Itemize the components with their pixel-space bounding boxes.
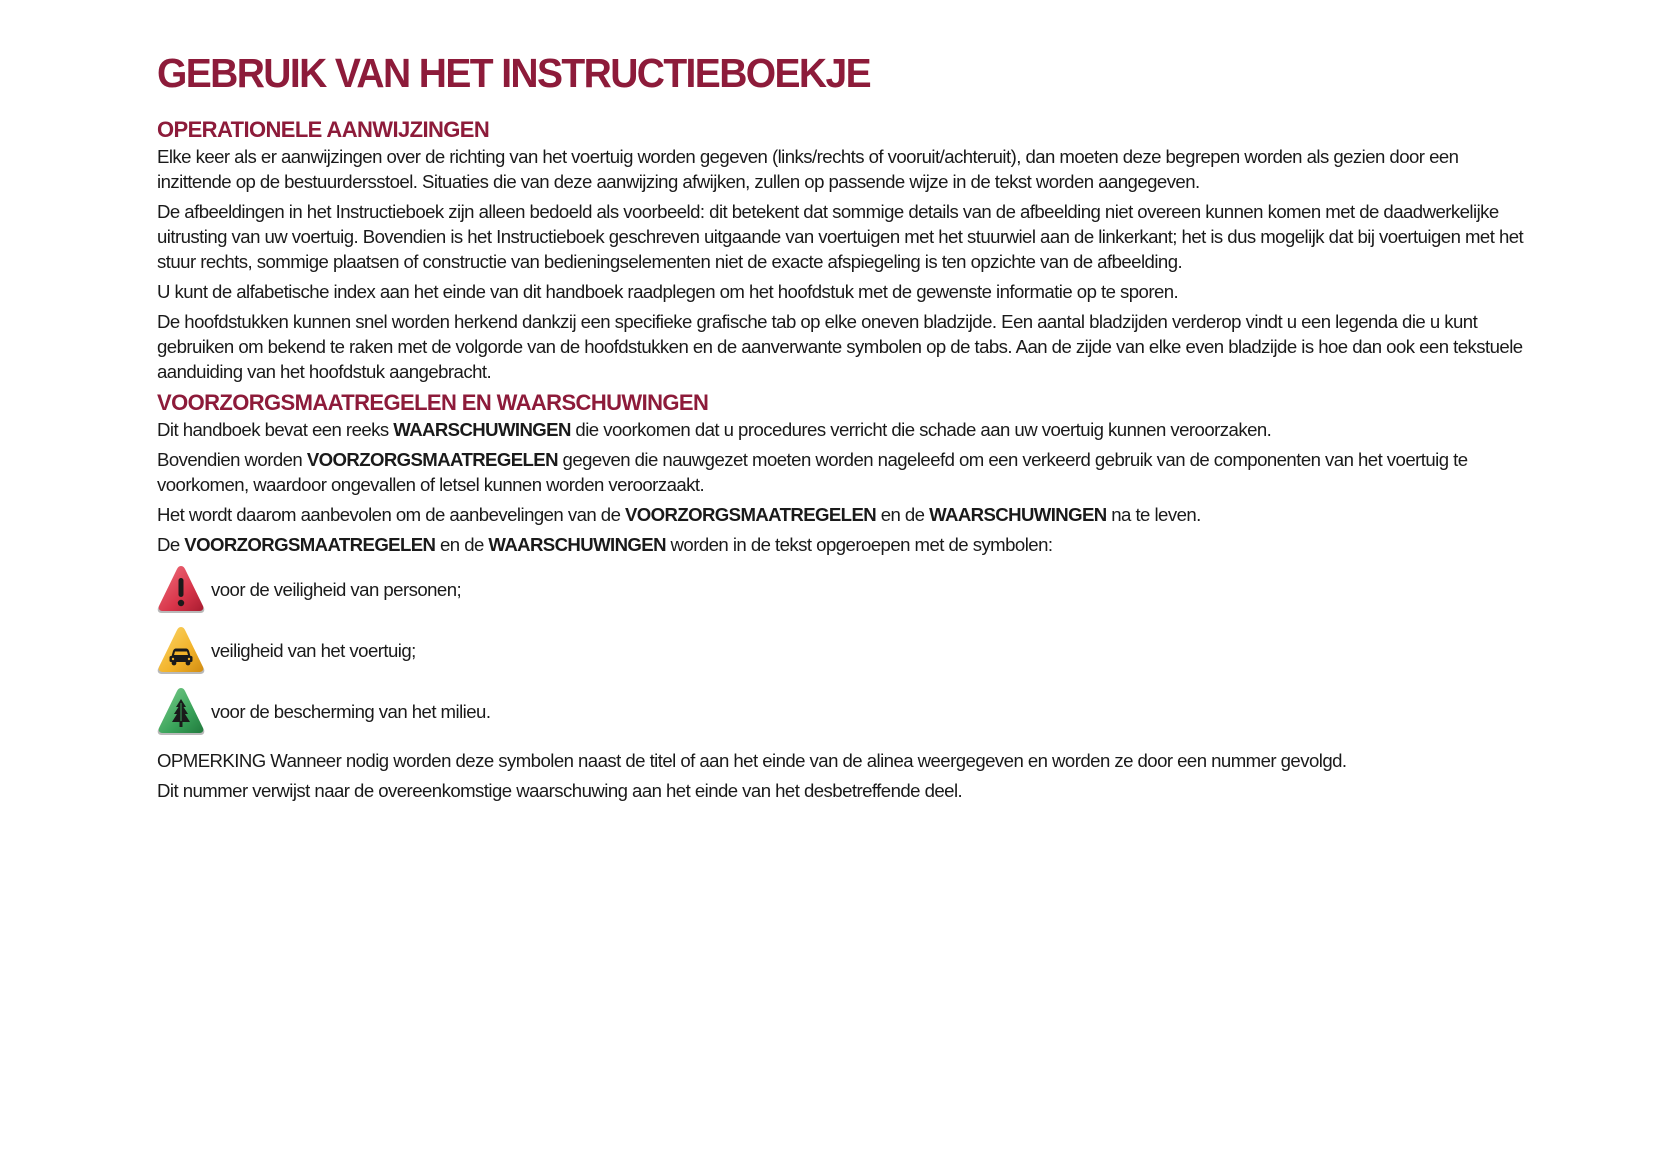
paragraph-warnings-intro: Dit handboek bevat een reeks WAARSCHUWINGEN die voorkomen dat u procedures verricht die schade aan uw voertuig kunnen veroorzaken. bbox=[157, 419, 1272, 440]
paragraph-precautions-intro: Bovendien worden VOORZORGSMAATREGELEN gegeven die nauwgezet moeten worden nageleefd om een verkeerd gebruik van de componenten van het voertuig te voorkomen, waardoor ongevallen of letsel kunnen worden veroorzaakt. bbox=[157, 449, 1468, 495]
warning-vehicle-icon bbox=[154, 624, 208, 678]
paragraph-symbols-intro: De VOORZORGSMAATREGELEN en de WAARSCHUWINGEN worden in de tekst opgeroepen met de symbolen: bbox=[157, 534, 1053, 555]
bold-term-precautions: VOORZORGSMAATREGELEN bbox=[306, 449, 558, 470]
symbol-label-vehicle: veiligheid van het voertuig; bbox=[211, 640, 416, 661]
symbol-row-vehicle bbox=[154, 623, 1537, 679]
paragraph-illustrations: De afbeeldingen in het Instructieboek zijn alleen bedoeld als voorbeeld: dit betekent dat sommige details van de afbeelding niet overeen kunnen komen met de daadwerkelijke uitrusting van uw voertuig. Bovendien is het Instructieboek geschreven uitgaande van voertuigen met het stuurwiel aan de linkerkant; het is dus mogelijk dat bij voertuigen met het stuur rechts, sommige plaatsen of constructie van bedieningselementen niet de exacte afspiegeling is ten opzichte van de afbeelding. bbox=[157, 201, 1524, 272]
symbol-label-environment: voor de bescherming van het milieu. bbox=[211, 701, 491, 722]
paragraph-recommendation: Het wordt daarom aanbevolen om de aanbevelingen van de VOORZORGSMAATREGELEN en de WAARSCHUWINGEN na te leven. bbox=[157, 504, 1201, 525]
warning-environment-icon bbox=[154, 685, 208, 739]
bold-term-precautions: VOORZORGSMAATREGELEN bbox=[184, 534, 436, 555]
bold-term-precautions: VOORZORGSMAATREGELEN bbox=[625, 504, 877, 525]
document-page bbox=[157, 50, 1537, 808]
symbol-row-environment bbox=[154, 684, 1537, 740]
paragraph-chapters: De hoofdstukken kunnen snel worden herkend dankzij een specifieke grafische tab op elke oneven bladzijde. Een aantal bladzijden verderop vindt u een legenda die u kunt gebruiken om bekend te raken met de volgorde van de hoofdstukken en de aanverwante symbolen op de tabs. Aan de zijde van elke even bladzijde is hoe dan ook een tekstuele aanduiding van het hoofdstuk aangebracht. bbox=[157, 311, 1523, 382]
warning-person-icon bbox=[154, 563, 208, 617]
section-heading-operational: OPERATIONELE AANWIJZINGEN bbox=[157, 117, 490, 142]
symbol-label-persons: voor de veiligheid van personen; bbox=[211, 579, 462, 600]
note-symbols-placement: OPMERKING Wanneer nodig worden deze symbolen naast de titel of aan het einde van de alinea weergegeven en worden ze door een nummer gevolgd. bbox=[157, 750, 1347, 771]
bold-term-warnings: WAARSCHUWINGEN bbox=[929, 504, 1107, 525]
symbol-row-persons bbox=[154, 562, 1537, 618]
paragraph-index: U kunt de alfabetische index aan het einde van dit handboek raadplegen om het hoofdstuk met de gewenste informatie op te sporen. bbox=[157, 281, 1179, 302]
bold-term-warnings: WAARSCHUWINGEN bbox=[488, 534, 666, 555]
bold-term-warnings: WAARSCHUWINGEN bbox=[393, 419, 571, 440]
section-heading-warnings: VOORZORGSMAATREGELEN EN WAARSCHUWINGEN bbox=[157, 390, 709, 415]
note-number-reference: Dit nummer verwijst naar de overeenkomstige waarschuwing aan het einde van het desbetreffende deel. bbox=[157, 780, 963, 801]
paragraph-direction: Elke keer als er aanwijzingen over de richting van het voertuig worden gegeven (links/rechts of vooruit/achteruit), dan moeten deze begrepen worden als gezien door een inzittende op de bestuurdersstoel. Situaties die van deze aanwijzing afwijken, zullen op passende wijze in de tekst worden aangegeven. bbox=[157, 146, 1459, 192]
page-title: GEBRUIK VAN HET INSTRUCTIEBOEKJE bbox=[157, 51, 870, 97]
